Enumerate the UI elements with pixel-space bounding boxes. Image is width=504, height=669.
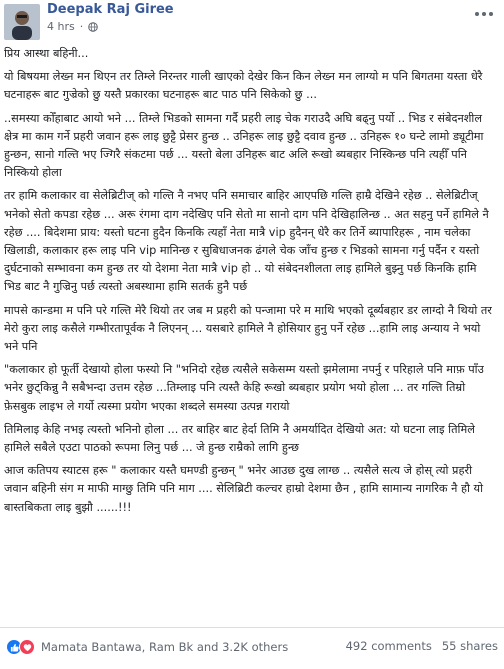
post-paragraph: यो बिषयमा लेख्न मन थिएन तर तिम्ले निरन्तर गाली खाएको देखेर किन किन लेख्न मन लाग्यो म पनि बिगतमा यस्ता धेरै घटनाहरू बाट गुज्रेको छु यस्तै प्रकारका घटनाहरू बाट पाठ पनि सिकेको छु ... [4,70,483,102]
post-body [4,45,496,522]
post-paragraph: आज कतिपय स्याटस हरू " कलाकार यस्तै घमण्डी हुन्छन् " भनेर आउछ दुख लाग्छ .. त्यसैले सत्य जे होस् त्यो प्रहरी जवान बहिनी संग म माफी माग्छु तिमि पनि माग .... सेलिब्रिटी कल्चर हाम्रो देशमा छैन , हामि सामान्य नागरिक नै हौ यो बास्तबिकता लाइ बुझौ ......!!! [4,464,484,514]
globe-icon [88,22,98,32]
more-options-icon[interactable] [472,6,496,22]
post-footer [0,627,504,668]
love-reaction-icon [19,639,35,655]
reactions-summary[interactable] [6,639,288,655]
post-paragraph: "कलाकार हो फूर्ती देखायो होला फस्यो नि "भनिदो रहेछ त्यसैले सकेसम्म यस्तो झमेलामा नपर्नु र परिहाले पनि माफ़ पाँउ भनेर छुट्किन्नु नै सबैभन्दा उत्तम रहेछ ...तिम्लाइ पनि त्यस्तै केहि रूखो ब्यबहार प्रयोग भयो होला ... तर गल्ति तिम्रो फ़ेसबुक लाइभ ले गर्यो त्यस्मा प्रयोग भएका शब्दले समस्या उत्पन्न गरायो [4,363,484,413]
engagement-stats [346,639,498,653]
post-paragraph: मापसे कान्डमा म पनि परे गल्ति मेरै थियो तर जब म प्रहरी को पन्जामा परे म माथि भएको दूर्ब्यबहार डर लाग्दो नै थियो तर मेरो कुरा लाइ कसैले गम्भीरतापूर्वक नै लिएनन् ... यसबारे हामिले नै होसियार हुनु पर्ने रहेछ ...हामि लाइ अन्याय ने भयो भने पनि [4,303,492,354]
author-name[interactable]: Deepak Raj Giree [47,2,174,17]
post-paragraph: प्रिय आस्था बहिनी... [4,47,89,60]
meta-separator: · [79,20,84,33]
comments-count[interactable]: 492 comments [345,639,432,653]
post-paragraph: तर हामि कलाकार वा सेलेब्रिटीज् को गल्ति नै नभए पनि समाचार बाहिर आएपछि गल्ति हाम्रै देखिने रहेछ .. सेलेब्रिटीज् भनेको सेतो कपडा रहेछ ... अरू रंगमा दाग नदेखिए पनि सेतो मा सानो दाग पनि देखिहालिन्छ .. अत सहनु पर्ने हामिले नै रहेछ .... बिदेशमा प्राय: यस्तो घटना हुदैन किनकि त्यहाँ नेता मात्रै vip हुदैनन् धेरै कर तिर्ने ब्यापारिहरू , नाम चलेका खिलाडी, कलाकार हरू लाइ पनि vip मानिन्छ र सुबिधाजनक ढंगले चेक जाँच हुन्छ र भिडको सामना गर्नु पर्दैन र यस्तो दुर्घटनाको सम्भावना कम हुन्छ तर यो देशमा नेता मात्रै vip हो .. यो संबेदनशीलता लाइ हामिले बुझ्नु पर्छ किनकि हामि भिड बाट नै गुज्रिनु पर्छ त्यस्तो अबस्थामा हामि सतर्क हुनै पर्छ [4,189,489,294]
author-avatar[interactable] [4,4,40,40]
reactors-text[interactable]: Mamata Bantawa, Ram Bk and 3.2K others [41,640,289,654]
shares-count[interactable]: 55 shares [441,639,498,653]
post-header [0,0,504,44]
post-paragraph: तिमिलाइ केहि नभइ त्यस्तो भनिनो होला ... तर बाहिर बाट हेर्दा तिमि नै अमर्यादित देखियो अत: यो घटना लाइ तिमिले हामिले सबैले एउटा पाठको रूपमा लिनु पर्छ ... जे हुन्छ राम्रैको लागि हुन्छ [4,422,475,455]
post-time[interactable]: 4 hrs [47,20,75,33]
post-paragraph: ..समस्या कोँहाबाट आयो भने ... तिम्ले भिडको सामना गर्दै प्रहरी लाइ चेक गराउदै अघि बढ्नु पर्यो .. भिड र संबेदनशील क्षेत्र मा काम गर्ने प्रहरी जवान हरू लाइ छुट्टै प्रेसर हुन्छ .. उनिहरू लाइ छुट्टै दवाव हुन्छ .. उनिहरू १० घन्टे लामो ड्यूटीमा हुन्छन, सानो गल्ति भए ज्‍गिरै संकटमा पर्छ ... यस्तो बेला उनिहरू बाट अलि रूखो ब्यबहार निस्किन्छ पनि त्यहीँ पनि निस्कियो होला [4,111,484,180]
post-meta [47,20,98,33]
